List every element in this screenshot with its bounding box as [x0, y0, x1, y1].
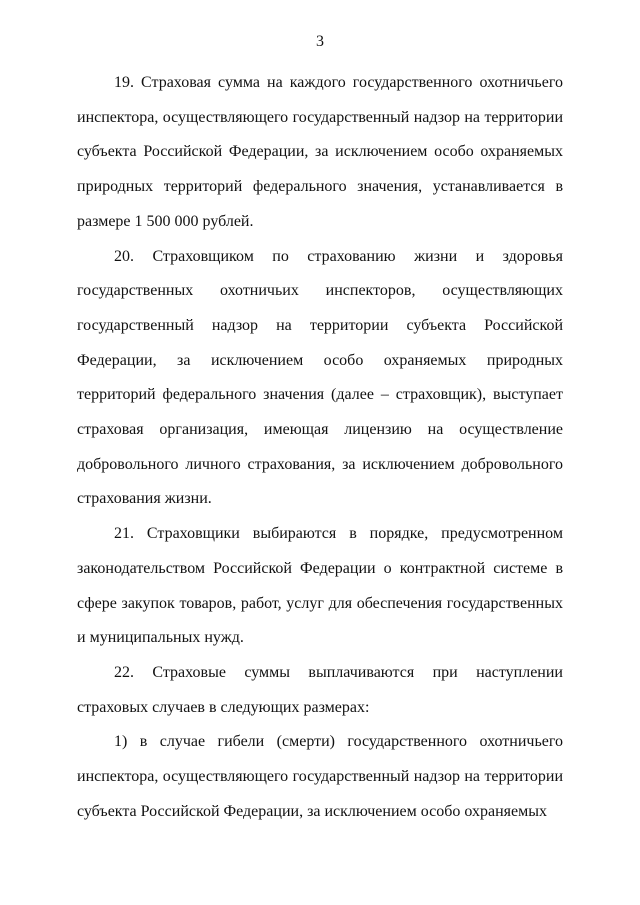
page-number: 3 [316, 33, 324, 50]
paragraph-22-item-1: 1) в случае гибели (смерти) государственного охотничьего инспектора, осуществляющего государственный надзор на территории субъекта Российской Федерации, за исключением особо охраняемых [77, 733, 563, 820]
paragraph-22: 22. Страховые суммы выплачиваются при наступлении страховых случаев в следующих размерах: [77, 663, 563, 716]
paragraph-20: 20. Страховщиком по страхованию жизни и здоровья государственных охотничьих инспекторов, осуществляющих государственный надзор на территории субъекта Российской Федерации, за исключением особо охраняемых природных территорий федерального значения (далее – страховщик), выступает страховая организация, имеющая лицензию на осуществление добровольного личного страхования, за исключением добровольного страхования жизни. [77, 247, 563, 508]
paragraph-21: 21. Страховщики выбираются в порядке, предусмотренном законодательством Российской Федерации о контрактной системе в сфере закупок товаров, работ, услуг для обеспечения государственных и муниципальных нужд. [77, 525, 563, 647]
document-body [77, 66, 563, 829]
paragraph-19: 19. Страховая сумма на каждого государственного охотничьего инспектора, осуществляющего государственный надзор на территории субъекта Российской Федерации, за исключением особо охраняемых природных территорий федерального значения, устанавливается в размере 1 500 000 рублей. [77, 74, 563, 230]
